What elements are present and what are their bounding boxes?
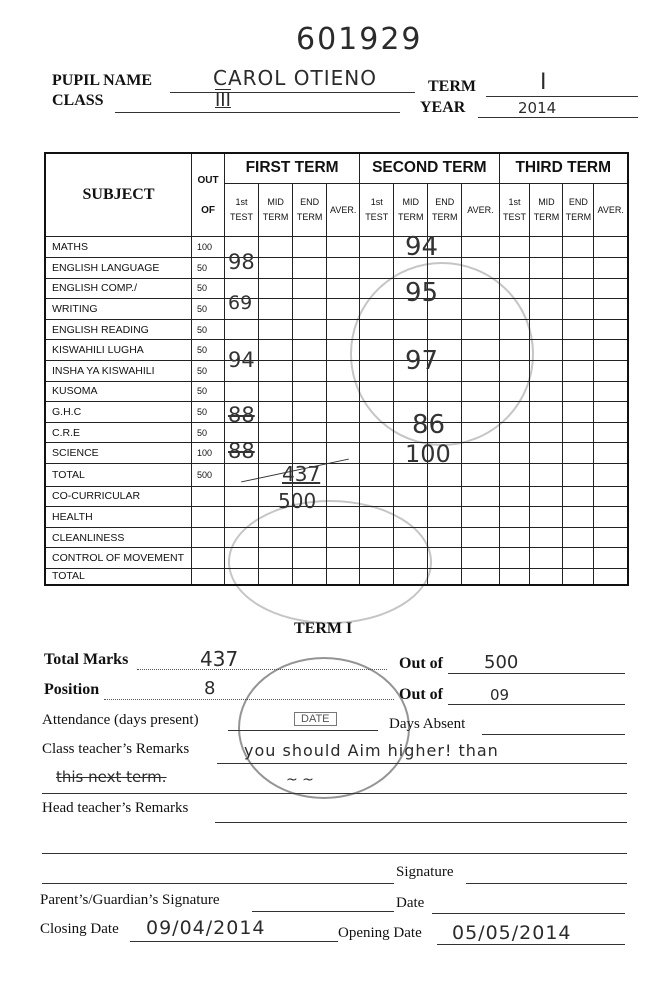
out-of-cell xyxy=(192,548,225,569)
position-value: 8 xyxy=(204,678,216,699)
score-cell xyxy=(360,527,394,548)
table-row xyxy=(45,381,628,402)
out-of-value: 500 xyxy=(484,652,519,673)
first-term-header: FIRST TERM xyxy=(225,153,360,183)
score-cell xyxy=(293,258,327,279)
score-cell xyxy=(360,463,394,486)
days-absent-label: Days Absent xyxy=(389,716,466,732)
subject-cell: MATHS xyxy=(45,237,192,258)
score-cell xyxy=(499,278,530,299)
score-cell xyxy=(462,486,499,507)
term-summary-heading: TERM I xyxy=(294,620,353,637)
score-cell xyxy=(360,402,394,423)
col-mid-term: MID TERM xyxy=(394,183,428,237)
score-cell xyxy=(530,568,563,585)
score-cell xyxy=(327,340,360,361)
signature-label: Signature xyxy=(396,864,454,880)
score-cell xyxy=(293,422,327,443)
score-cell xyxy=(293,443,327,464)
score-cell xyxy=(594,422,628,443)
score-cell xyxy=(499,422,530,443)
score-cell xyxy=(462,237,499,258)
table-row xyxy=(45,507,628,528)
position-out-of-label: Out of xyxy=(399,686,443,703)
col-end-term: END TERM xyxy=(293,183,327,237)
score-cell xyxy=(530,486,563,507)
class-teacher-remark-line1: you should Aim higher! than xyxy=(244,741,499,760)
table-row xyxy=(45,486,628,507)
score-cell xyxy=(394,527,428,548)
score-cell xyxy=(428,319,462,340)
score-cell xyxy=(259,527,293,548)
score-cell xyxy=(499,527,530,548)
class-teacher-remark-line2: this next term. xyxy=(56,768,167,786)
score-cell xyxy=(360,299,394,320)
score-cell xyxy=(462,299,499,320)
score-cell xyxy=(563,507,594,528)
attendance-label: Attendance (days present) xyxy=(42,712,199,728)
out-of-cell: 50 xyxy=(192,258,225,279)
score-cell xyxy=(499,258,530,279)
score-cell xyxy=(360,237,394,258)
closing-date-label: Closing Date xyxy=(40,921,119,937)
score-cell xyxy=(428,486,462,507)
score-cell xyxy=(594,507,628,528)
score-cell xyxy=(462,422,499,443)
score-cell xyxy=(530,381,563,402)
score-cell xyxy=(360,340,394,361)
position-label: Position xyxy=(44,681,100,698)
score-cell xyxy=(360,568,394,585)
subject-cell: WRITING xyxy=(45,299,192,320)
subject-cell: KUSOMA xyxy=(45,381,192,402)
score-cell xyxy=(293,548,327,569)
score-cell xyxy=(225,381,259,402)
date-label: Date xyxy=(396,895,425,911)
score-cell xyxy=(225,568,259,585)
out-of-cell xyxy=(192,527,225,548)
score-cell xyxy=(499,486,530,507)
second-mid-kiswahili: 97 xyxy=(405,346,439,376)
score-cell xyxy=(530,402,563,423)
first-test-writing: 69 xyxy=(228,292,253,314)
score-cell xyxy=(259,381,293,402)
score-cell xyxy=(327,486,360,507)
total-marks-label: Total Marks xyxy=(44,651,129,668)
score-cell xyxy=(259,548,293,569)
score-cell xyxy=(499,299,530,320)
score-cell xyxy=(259,258,293,279)
score-cell xyxy=(259,299,293,320)
score-cell xyxy=(293,299,327,320)
score-cell xyxy=(327,463,360,486)
out-of-cell: 50 xyxy=(192,319,225,340)
closing-date-value: 09/04/2014 xyxy=(146,917,266,939)
score-cell xyxy=(530,507,563,528)
score-cell xyxy=(360,443,394,464)
score-cell xyxy=(530,237,563,258)
out-of-cell: 100 xyxy=(192,443,225,464)
score-cell xyxy=(360,548,394,569)
score-cell xyxy=(563,237,594,258)
score-cell xyxy=(530,463,563,486)
score-cell xyxy=(530,360,563,381)
score-cell xyxy=(462,463,499,486)
score-cell xyxy=(563,402,594,423)
table-row xyxy=(45,568,628,585)
score-cell xyxy=(259,319,293,340)
score-cell xyxy=(594,360,628,381)
score-cell xyxy=(327,507,360,528)
score-cell xyxy=(530,278,563,299)
score-cell xyxy=(462,548,499,569)
score-cell xyxy=(462,402,499,423)
score-cell xyxy=(327,237,360,258)
score-cell xyxy=(259,340,293,361)
score-cell xyxy=(462,340,499,361)
score-cell xyxy=(594,299,628,320)
pupil-name-label: PUPIL NAME xyxy=(52,72,152,89)
parent-signature-label: Parent’s/Guardian’s Signature xyxy=(40,892,220,908)
score-cell xyxy=(563,548,594,569)
score-cell xyxy=(594,463,628,486)
score-cell xyxy=(428,381,462,402)
table-row xyxy=(45,463,628,486)
score-cell xyxy=(499,568,530,585)
score-cell xyxy=(327,568,360,585)
col-first-test: 1st TEST xyxy=(360,183,394,237)
first-test-kiswahili: 94 xyxy=(228,348,255,372)
score-cell xyxy=(428,527,462,548)
subject-cell: INSHA YA KISWAHILI xyxy=(45,360,192,381)
score-cell xyxy=(327,360,360,381)
score-cell xyxy=(499,548,530,569)
score-cell xyxy=(563,299,594,320)
score-cell xyxy=(499,237,530,258)
grades-table xyxy=(44,152,629,586)
score-cell xyxy=(462,360,499,381)
score-cell xyxy=(428,568,462,585)
score-cell xyxy=(360,381,394,402)
out-of-cell: 50 xyxy=(192,381,225,402)
score-cell xyxy=(259,422,293,443)
score-cell xyxy=(293,527,327,548)
table-row xyxy=(45,402,628,423)
col-first-test: 1st TEST xyxy=(225,183,259,237)
score-cell xyxy=(594,443,628,464)
score-cell xyxy=(327,278,360,299)
subject-cell: C.R.E xyxy=(45,422,192,443)
subject-cell: CLEANLINESS xyxy=(45,527,192,548)
oval-stamp xyxy=(238,657,410,799)
score-cell xyxy=(499,463,530,486)
score-cell xyxy=(530,443,563,464)
score-cell xyxy=(293,319,327,340)
table-row xyxy=(45,360,628,381)
subject-cell: HEALTH xyxy=(45,507,192,528)
first-total-denominator: 500 xyxy=(278,489,317,513)
score-cell xyxy=(594,548,628,569)
second-mid-maths: 94 xyxy=(405,232,439,262)
score-cell xyxy=(462,258,499,279)
third-term-header: THIRD TERM xyxy=(499,153,628,183)
score-cell xyxy=(462,381,499,402)
table-row xyxy=(45,278,628,299)
out-of-cell: 100 xyxy=(192,237,225,258)
score-cell xyxy=(225,319,259,340)
score-cell xyxy=(530,299,563,320)
term-value: I xyxy=(540,70,547,95)
out-of-cell xyxy=(192,507,225,528)
score-cell xyxy=(394,381,428,402)
out-of-header: OUT OF xyxy=(192,153,225,237)
out-of-cell xyxy=(192,568,225,585)
score-cell xyxy=(360,278,394,299)
score-cell xyxy=(594,258,628,279)
score-cell xyxy=(360,422,394,443)
score-cell xyxy=(360,360,394,381)
score-cell xyxy=(530,319,563,340)
score-cell xyxy=(293,278,327,299)
table-row xyxy=(45,548,628,569)
score-cell xyxy=(259,443,293,464)
head-teacher-remarks-label: Head teacher’s Remarks xyxy=(42,800,189,816)
score-cell xyxy=(394,486,428,507)
class-label: CLASS xyxy=(52,92,104,109)
col-average: AVER. xyxy=(462,183,499,237)
score-cell xyxy=(563,360,594,381)
col-end-term: END TERM xyxy=(428,183,462,237)
serial-number: 601929 xyxy=(296,22,423,57)
score-cell xyxy=(563,319,594,340)
score-cell xyxy=(293,340,327,361)
score-cell xyxy=(563,381,594,402)
score-cell xyxy=(462,278,499,299)
score-cell xyxy=(225,486,259,507)
score-cell xyxy=(360,507,394,528)
second-mid-english-comp: 95 xyxy=(405,278,439,308)
score-cell xyxy=(225,463,259,486)
opening-date-label: Opening Date xyxy=(338,925,422,941)
score-cell xyxy=(394,568,428,585)
score-cell xyxy=(563,527,594,548)
class-teacher-remarks-label: Class teacher’s Remarks xyxy=(42,741,190,757)
score-cell xyxy=(499,507,530,528)
score-cell xyxy=(360,319,394,340)
score-cell xyxy=(563,443,594,464)
out-of-cell: 50 xyxy=(192,422,225,443)
stamp-date-text: DATE xyxy=(294,712,337,726)
teacher-signature-scribble: ~ ~ xyxy=(286,772,314,788)
score-cell xyxy=(462,507,499,528)
table-row xyxy=(45,527,628,548)
subject-cell: CO-CURRICULAR xyxy=(45,486,192,507)
score-cell xyxy=(360,486,394,507)
score-cell xyxy=(327,402,360,423)
out-of-cell: 500 xyxy=(192,463,225,486)
out-of-cell xyxy=(192,486,225,507)
subject-cell: TOTAL xyxy=(45,463,192,486)
score-cell xyxy=(428,507,462,528)
table-row xyxy=(45,299,628,320)
score-cell xyxy=(394,507,428,528)
subject-cell: G.H.C xyxy=(45,402,192,423)
score-cell xyxy=(293,568,327,585)
score-cell xyxy=(563,568,594,585)
score-cell xyxy=(225,507,259,528)
subject-header: SUBJECT xyxy=(45,153,192,237)
first-test-maths-english: 98 xyxy=(228,250,255,274)
first-test-science: 88 xyxy=(228,439,255,463)
score-cell xyxy=(293,237,327,258)
score-cell xyxy=(594,527,628,548)
score-cell xyxy=(530,258,563,279)
out-of-cell: 50 xyxy=(192,278,225,299)
score-cell xyxy=(594,381,628,402)
score-cell xyxy=(563,486,594,507)
score-cell xyxy=(563,340,594,361)
term-label: TERM xyxy=(428,78,476,95)
score-cell xyxy=(394,319,428,340)
pupil-name-value: CAROL OTIENO xyxy=(213,66,377,90)
score-cell xyxy=(259,402,293,423)
second-mid-ghc: 86 xyxy=(412,410,446,440)
score-cell xyxy=(499,360,530,381)
second-term-header: SECOND TERM xyxy=(360,153,499,183)
score-cell xyxy=(225,548,259,569)
score-cell xyxy=(327,527,360,548)
score-cell xyxy=(499,340,530,361)
score-cell xyxy=(530,527,563,548)
opening-date-value: 05/05/2014 xyxy=(452,922,572,944)
score-cell xyxy=(327,258,360,279)
table-row xyxy=(45,319,628,340)
col-average: AVER. xyxy=(327,183,360,237)
score-cell xyxy=(462,568,499,585)
score-cell xyxy=(499,381,530,402)
score-cell xyxy=(293,402,327,423)
subject-cell: ENGLISH READING xyxy=(45,319,192,340)
first-total-numerator: 437 xyxy=(282,462,321,486)
score-cell xyxy=(225,527,259,548)
score-cell xyxy=(594,486,628,507)
score-cell xyxy=(530,422,563,443)
score-cell xyxy=(499,443,530,464)
score-cell xyxy=(327,381,360,402)
table-row xyxy=(45,422,628,443)
score-cell xyxy=(293,381,327,402)
score-cell xyxy=(360,258,394,279)
score-cell xyxy=(499,402,530,423)
score-cell xyxy=(563,463,594,486)
out-of-cell: 50 xyxy=(192,299,225,320)
table-row xyxy=(45,340,628,361)
subject-cell: SCIENCE xyxy=(45,443,192,464)
subject-cell: KISWAHILI LUGHA xyxy=(45,340,192,361)
first-test-ghc: 88 xyxy=(228,403,255,427)
table-row xyxy=(45,258,628,279)
score-cell xyxy=(594,402,628,423)
score-cell xyxy=(499,319,530,340)
year-label: YEAR xyxy=(420,99,466,116)
score-cell xyxy=(428,548,462,569)
col-first-test: 1st TEST xyxy=(499,183,530,237)
year-value: 2014 xyxy=(518,99,557,117)
out-of-cell: 50 xyxy=(192,402,225,423)
score-cell xyxy=(462,527,499,548)
class-value: III xyxy=(215,90,231,111)
position-out-of-value: 09 xyxy=(490,686,510,704)
out-of-cell: 50 xyxy=(192,360,225,381)
score-cell xyxy=(327,299,360,320)
total-marks-value: 437 xyxy=(200,647,239,671)
score-cell xyxy=(594,278,628,299)
score-cell xyxy=(327,319,360,340)
subject-cell: ENGLISH COMP./ xyxy=(45,278,192,299)
out-of-cell: 50 xyxy=(192,340,225,361)
score-cell xyxy=(563,278,594,299)
score-cell xyxy=(259,360,293,381)
table-row xyxy=(45,237,628,258)
score-cell xyxy=(563,422,594,443)
score-cell xyxy=(530,548,563,569)
subject-cell: ENGLISH LANGUAGE xyxy=(45,258,192,279)
out-of-label: Out of xyxy=(399,655,443,672)
score-cell xyxy=(293,360,327,381)
subject-cell: TOTAL xyxy=(45,568,192,585)
score-cell xyxy=(594,340,628,361)
score-cell xyxy=(462,443,499,464)
score-cell xyxy=(462,319,499,340)
score-cell xyxy=(259,237,293,258)
second-mid-science: 100 xyxy=(405,440,451,468)
col-average: AVER. xyxy=(594,183,628,237)
score-cell xyxy=(327,422,360,443)
score-cell xyxy=(259,568,293,585)
score-cell xyxy=(594,568,628,585)
score-cell xyxy=(327,548,360,569)
col-end-term: END TERM xyxy=(563,183,594,237)
score-cell xyxy=(594,237,628,258)
score-cell xyxy=(563,258,594,279)
col-mid-term: MID TERM xyxy=(530,183,563,237)
score-cell xyxy=(259,278,293,299)
col-mid-term: MID TERM xyxy=(259,183,293,237)
score-cell xyxy=(594,319,628,340)
score-cell xyxy=(394,548,428,569)
subject-cell: CONTROL OF MOVEMENT xyxy=(45,548,192,569)
score-cell xyxy=(530,340,563,361)
